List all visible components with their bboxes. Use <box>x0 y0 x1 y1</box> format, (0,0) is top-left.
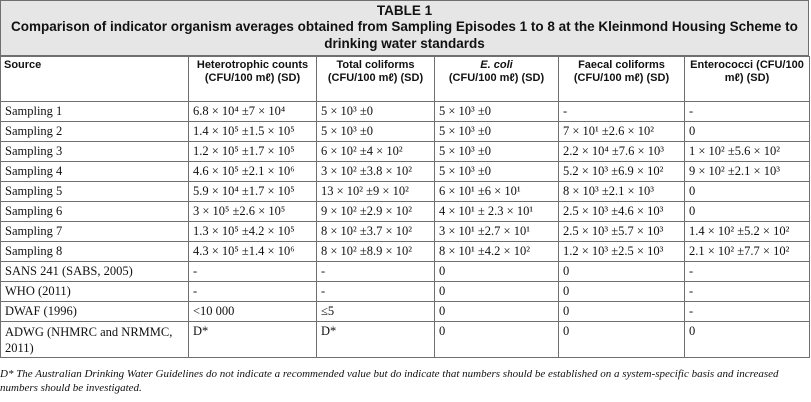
cell-total-coliforms: D* <box>317 322 435 358</box>
cell-heterotrophic: <10 000 <box>189 302 317 322</box>
header-ecoli-units: (CFU/100 mℓ) (SD) <box>448 72 545 84</box>
cell-source: Sampling 2 <box>1 122 189 142</box>
cell-source: SANS 241 (SABS, 2005) <box>1 262 189 282</box>
table-row <box>1 322 810 358</box>
cell-enterococci: 2.1 × 10² ±7.7 × 10² <box>685 242 810 262</box>
cell-total-coliforms: - <box>317 262 435 282</box>
cell-heterotrophic: - <box>189 282 317 302</box>
cell-total-coliforms: 5 × 10³ ±0 <box>317 102 435 122</box>
cell-source: DWAF (1996) <box>1 302 189 322</box>
cell-faecal-coliforms: 0 <box>559 322 685 358</box>
cell-enterococci: 9 × 10² ±2.1 × 10³ <box>685 162 810 182</box>
cell-heterotrophic: 5.9 × 10⁴ ±1.7 × 10⁵ <box>189 182 317 202</box>
cell-ecoli: 0 <box>435 302 559 322</box>
cell-enterococci: 1.4 × 10² ±5.2 × 10² <box>685 222 810 242</box>
cell-source: Sampling 4 <box>1 162 189 182</box>
cell-enterococci: - <box>685 102 810 122</box>
cell-faecal-coliforms: 0 <box>559 302 685 322</box>
cell-heterotrophic: - <box>189 262 317 282</box>
cell-enterococci: - <box>685 282 810 302</box>
table-row <box>1 122 810 142</box>
cell-ecoli: 0 <box>435 282 559 302</box>
cell-ecoli: 5 × 10³ ±0 <box>435 162 559 182</box>
cell-enterococci: 0 <box>685 122 810 142</box>
cell-ecoli: 4 × 10¹ ± 2.3 × 10¹ <box>435 202 559 222</box>
cell-source: Sampling 3 <box>1 142 189 162</box>
table-body <box>1 102 810 358</box>
cell-ecoli: 8 × 10¹ ±4.2 × 10² <box>435 242 559 262</box>
table-row <box>1 102 810 122</box>
cell-ecoli: 0 <box>435 262 559 282</box>
table-title-block <box>0 0 809 56</box>
cell-ecoli: 5 × 10³ ±0 <box>435 102 559 122</box>
table-caption: Comparison of indicator organism averages obtained from Sampling Episodes 1 to 8 at the Kleinmond Housing Scheme to drinking water standards <box>11 19 798 51</box>
cell-heterotrophic: 4.6 × 10⁵ ±2.1 × 10⁶ <box>189 162 317 182</box>
table-label: TABLE 1 <box>376 3 433 18</box>
cell-heterotrophic: 6.8 × 10⁴ ±7 × 10⁴ <box>189 102 317 122</box>
cell-ecoli: 3 × 10¹ ±2.7 × 10¹ <box>435 222 559 242</box>
header-faecal-coliforms: Faecal coliforms (CFU/100 mℓ) (SD) <box>559 57 685 102</box>
cell-enterococci: 1 × 10² ±5.6 × 10² <box>685 142 810 162</box>
cell-enterococci: 0 <box>685 322 810 358</box>
cell-total-coliforms: - <box>317 282 435 302</box>
header-row <box>1 57 810 102</box>
cell-total-coliforms: 13 × 10² ±9 × 10² <box>317 182 435 202</box>
cell-heterotrophic: D* <box>189 322 317 358</box>
cell-heterotrophic: 1.2 × 10⁵ ±1.7 × 10⁵ <box>189 142 317 162</box>
table-row <box>1 242 810 262</box>
table-row <box>1 262 810 282</box>
cell-ecoli: 5 × 10³ ±0 <box>435 122 559 142</box>
cell-faecal-coliforms: 0 <box>559 282 685 302</box>
cell-faecal-coliforms: 7 × 10¹ ±2.6 × 10² <box>559 122 685 142</box>
cell-enterococci: 0 <box>685 182 810 202</box>
cell-heterotrophic: 4.3 × 10⁵ ±1.4 × 10⁶ <box>189 242 317 262</box>
table-footnote: D* The Australian Drinking Water Guidelines do not indicate a recommended value but do indicate that numbers should be established on a system-specific basis and increased numbers should be investigated. <box>0 368 779 394</box>
header-enterococci: Enterococci (CFU/100 mℓ) (SD) <box>685 57 810 102</box>
cell-source: Sampling 6 <box>1 202 189 222</box>
cell-total-coliforms: 6 × 10² ±4 × 10² <box>317 142 435 162</box>
cell-heterotrophic: 3 × 10⁵ ±2.6 × 10⁵ <box>189 202 317 222</box>
cell-total-coliforms: 9 × 10² ±2.9 × 10² <box>317 202 435 222</box>
cell-source: Sampling 8 <box>1 242 189 262</box>
cell-total-coliforms: 3 × 10² ±3.8 × 10² <box>317 162 435 182</box>
data-table <box>0 56 810 358</box>
cell-ecoli: 0 <box>435 322 559 358</box>
header-ecoli <box>435 57 559 102</box>
header-source: Source <box>1 57 189 102</box>
cell-ecoli: 5 × 10³ ±0 <box>435 142 559 162</box>
cell-faecal-coliforms: 2.5 × 10³ ±4.6 × 10³ <box>559 202 685 222</box>
cell-faecal-coliforms: - <box>559 102 685 122</box>
table-row <box>1 202 810 222</box>
cell-faecal-coliforms: 1.2 × 10³ ±2.5 × 10³ <box>559 242 685 262</box>
cell-faecal-coliforms: 5.2 × 10³ ±6.9 × 10² <box>559 162 685 182</box>
cell-source: ADWG (NHMRC and NRMMC, 2011) <box>1 322 189 358</box>
cell-ecoli: 6 × 10¹ ±6 × 10¹ <box>435 182 559 202</box>
table-row <box>1 222 810 242</box>
cell-heterotrophic: 1.4 × 10⁵ ±1.5 × 10⁵ <box>189 122 317 142</box>
cell-total-coliforms: ≤5 <box>317 302 435 322</box>
cell-total-coliforms: 8 × 10² ±3.7 × 10² <box>317 222 435 242</box>
cell-source: WHO (2011) <box>1 282 189 302</box>
header-total-coliforms: Total coliforms (CFU/100 mℓ) (SD) <box>317 57 435 102</box>
cell-enterococci: - <box>685 262 810 282</box>
cell-enterococci: 0 <box>685 202 810 222</box>
cell-source: Sampling 7 <box>1 222 189 242</box>
cell-source: Sampling 5 <box>1 182 189 202</box>
cell-faecal-coliforms: 2.5 × 10³ ±5.7 × 10³ <box>559 222 685 242</box>
table-row <box>1 142 810 162</box>
cell-faecal-coliforms: 0 <box>559 262 685 282</box>
header-heterotrophic: Heterotrophic counts (CFU/100 mℓ) (SD) <box>189 57 317 102</box>
cell-faecal-coliforms: 8 × 10³ ±2.1 × 10³ <box>559 182 685 202</box>
table-row <box>1 162 810 182</box>
cell-total-coliforms: 8 × 10² ±8.9 × 10² <box>317 242 435 262</box>
table-row <box>1 182 810 202</box>
cell-enterococci: - <box>685 302 810 322</box>
table-row <box>1 302 810 322</box>
table-row <box>1 282 810 302</box>
header-ecoli-name: E. coli <box>480 59 513 71</box>
cell-faecal-coliforms: 2.2 × 10⁴ ±7.6 × 10³ <box>559 142 685 162</box>
cell-source: Sampling 1 <box>1 102 189 122</box>
cell-total-coliforms: 5 × 10³ ±0 <box>317 122 435 142</box>
cell-heterotrophic: 1.3 × 10⁵ ±4.2 × 10⁵ <box>189 222 317 242</box>
